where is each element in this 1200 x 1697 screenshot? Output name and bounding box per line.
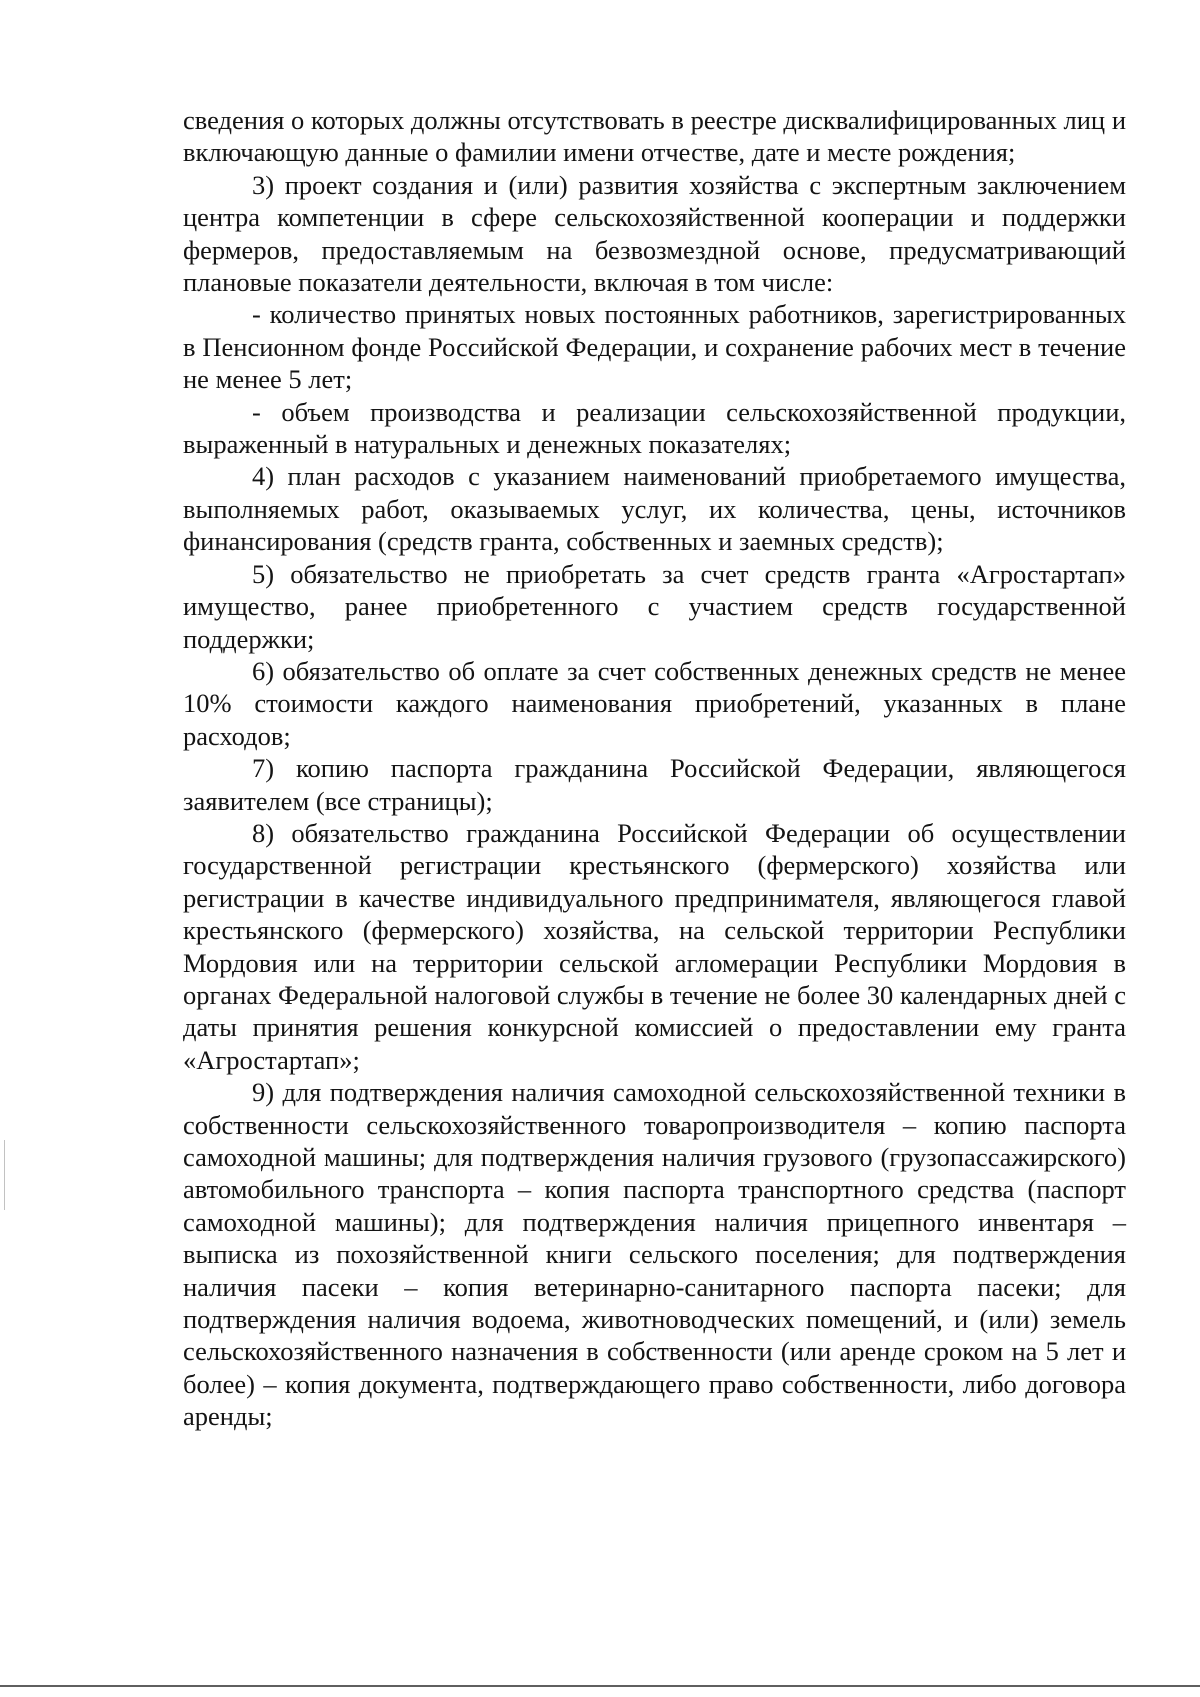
paragraph-item-4: 4) план расходов с указанием наименований приобретаемого имущества, выполняемых работ, оказываемых услуг, их количества, цены, источников финансирования (средств гранта, собственных и заемных средств); — [183, 461, 1126, 557]
paragraph-item-3-dash-1: - количество принятых новых постоянных работников, зарегистрированных в Пенсионном фонде Российской Федерации, и сохранение рабочих мест в течение не менее 5 лет; — [183, 299, 1126, 395]
paragraph-item-5: 5) обязательство не приобретать за счет средств гранта «Агростартап» имущество, ранее приобретенного с участием средств государственной поддержки; — [183, 558, 1126, 654]
paragraph-item-8: 8) обязательство гражданина Российской Федерации об осуществлении государственной регистрации крестьянского (фермерского) хозяйства или регистрации в качестве индивидуального предпринимателя, являющегося главой крестьянского (фермерского) хозяйства, на сельской территории Республики Мордовия или на территории сельской агломерации Республики Мордовия в органах Федеральной налоговой службы в течение не более 30 календарных дней с даты принятия решения конкурсной комиссией о предоставлении ему гранта «Агростартап»; — [183, 817, 1126, 1075]
paragraph-item-7: 7) копию паспорта гражданина Российской Федерации, являющегося заявителем (все страницы); — [183, 753, 1126, 816]
document-body — [183, 104, 1126, 1433]
paragraph-item-3: 3) проект создания и (или) развития хозяйства с экспертным заключением центра компетенции в сфере сельскохозяйственной кооперации и поддержки фермеров, предоставляемым на безвозмездной основе, предусматривающий плановые показатели деятельности, включая в том числе: — [183, 169, 1126, 298]
scan-bottom-edge — [0, 1685, 1200, 1687]
paragraph-item-3-dash-2: - объем производства и реализации сельскохозяйственной продукции, выраженный в натуральных и денежных показателях; — [183, 396, 1126, 460]
paragraph-continuation: сведения о которых должны отсутствовать в реестре дисквалифицированных лиц и включающую данные о фамилии имени отчестве, дате и месте рождения; — [183, 105, 1126, 168]
paragraph-item-6: 6) обязательство об оплате за счет собственных денежных средств не менее 10% стоимости каждого наименования приобретений, указанных в плане расходов; — [183, 655, 1126, 751]
paragraph-item-9: 9) для подтверждения наличия самоходной сельскохозяйственной техники в собственности сельскохозяйственного товаропроизводителя – копию паспорта самоходной машины; для подтверждения наличия грузового (грузопассажирского) автомобильного транспорта – копия паспорта транспортного средства (паспорт самоходной машины); для подтверждения наличия прицепного инвентаря – выписка из похозяйственной книги сельского поселения; для подтверждения наличия пасеки – копия ветеринарно-санитарного паспорта пасеки; для подтверждения наличия водоема, животноводческих помещений, и (или) земель сельскохозяйственного назначения в собственности (или аренде сроком на 5 лет и более) – копия документа, подтверждающего право собственности, либо договора аренды; — [183, 1077, 1126, 1432]
scan-edge-mark — [4, 1140, 5, 1210]
